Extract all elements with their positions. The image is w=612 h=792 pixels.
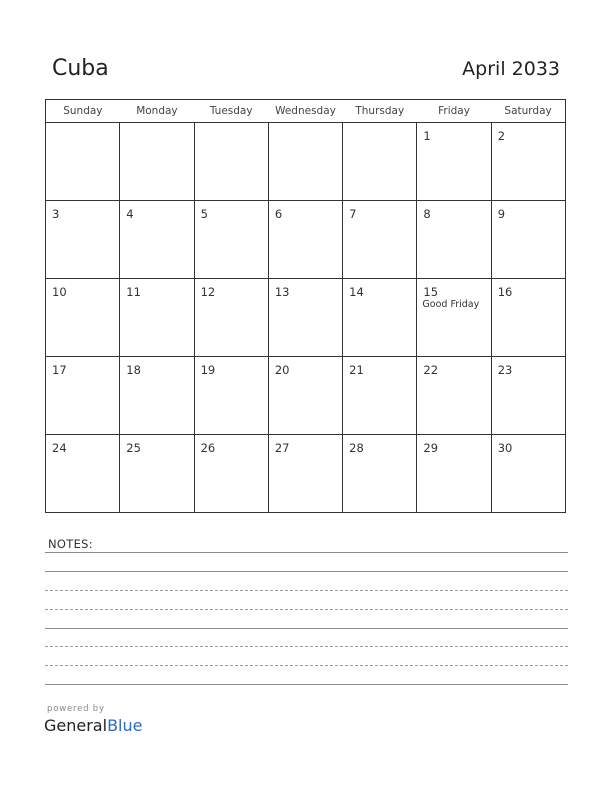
day-cell xyxy=(268,435,342,513)
day-number: 12 xyxy=(200,285,216,299)
day-cell xyxy=(343,123,417,201)
day-cell xyxy=(491,435,565,513)
notes-line xyxy=(45,665,568,666)
day-number: 21 xyxy=(349,363,364,377)
day-number: 2 xyxy=(497,129,506,143)
weekday-sunday: Sunday xyxy=(46,100,120,123)
day-cell xyxy=(417,123,491,201)
brand-general: General xyxy=(44,716,108,735)
notes-label: NOTES: xyxy=(48,537,93,551)
day-number: 30 xyxy=(497,441,513,455)
week-row xyxy=(46,279,566,357)
week-row xyxy=(46,357,566,435)
day-cell xyxy=(46,357,120,435)
day-cell xyxy=(268,357,342,435)
notes-line xyxy=(45,609,568,610)
day-cell xyxy=(120,279,194,357)
day-number: 13 xyxy=(274,285,290,299)
country-title: Cuba xyxy=(52,56,109,81)
day-cell xyxy=(417,279,491,357)
day-cell xyxy=(46,279,120,357)
weekday-monday: Monday xyxy=(120,100,194,123)
day-number: 19 xyxy=(200,363,216,377)
day-number: 17 xyxy=(52,363,67,377)
day-cell xyxy=(417,201,491,279)
weekday-thursday: Thursday xyxy=(343,100,417,123)
day-cell xyxy=(343,201,417,279)
day-cell xyxy=(194,201,268,279)
weekday-header-row xyxy=(46,100,566,123)
day-cell xyxy=(268,123,342,201)
day-number: 15 xyxy=(423,285,439,299)
day-number: 5 xyxy=(200,207,208,221)
day-cell xyxy=(491,357,565,435)
holiday-label: Good Friday xyxy=(422,299,480,310)
day-number: 4 xyxy=(126,207,134,221)
day-cell xyxy=(46,201,120,279)
day-number: 27 xyxy=(274,441,290,455)
notes-line xyxy=(45,646,568,647)
day-cell xyxy=(46,435,120,513)
day-number: 8 xyxy=(423,207,431,221)
day-cell xyxy=(268,201,342,279)
day-cell xyxy=(417,357,491,435)
day-number: 28 xyxy=(349,441,364,455)
day-number: 11 xyxy=(126,285,141,299)
brand-logo xyxy=(44,716,142,735)
weekday-tuesday: Tuesday xyxy=(194,100,268,123)
notes-line xyxy=(45,628,568,629)
day-cell xyxy=(417,435,491,513)
day-cell xyxy=(491,201,565,279)
day-cell xyxy=(194,435,268,513)
day-cell xyxy=(120,435,194,513)
day-cell xyxy=(268,279,342,357)
day-number: 24 xyxy=(52,441,67,455)
powered-by-text: powered by xyxy=(47,704,105,714)
day-number: 14 xyxy=(349,285,364,299)
day-number: 22 xyxy=(423,363,439,377)
day-cell xyxy=(343,279,417,357)
day-number: 26 xyxy=(200,441,216,455)
day-cell xyxy=(194,279,268,357)
day-number: 6 xyxy=(274,207,283,221)
day-cell xyxy=(343,357,417,435)
week-row xyxy=(46,123,566,201)
weekday-wednesday: Wednesday xyxy=(268,100,342,123)
weekday-friday: Friday xyxy=(417,100,491,123)
day-cell xyxy=(343,435,417,513)
notes-line xyxy=(45,590,568,591)
week-row xyxy=(46,201,566,279)
day-number: 18 xyxy=(126,363,141,377)
week-row xyxy=(46,435,566,513)
weekday-saturday: Saturday xyxy=(491,100,565,123)
notes-line xyxy=(45,571,568,572)
day-cell xyxy=(120,123,194,201)
day-number: 1 xyxy=(423,129,431,143)
day-number: 7 xyxy=(349,207,357,221)
day-number: 10 xyxy=(52,285,67,299)
day-cell xyxy=(194,357,268,435)
notes-line xyxy=(45,684,568,685)
calendar-grid xyxy=(45,99,566,513)
day-cell xyxy=(194,123,268,201)
day-number: 20 xyxy=(274,363,290,377)
day-cell xyxy=(46,123,120,201)
day-number: 23 xyxy=(497,363,513,377)
day-cell xyxy=(491,123,565,201)
day-number: 29 xyxy=(423,441,439,455)
brand-blue: Blue xyxy=(107,716,143,735)
day-number: 25 xyxy=(126,441,141,455)
notes-line xyxy=(45,552,568,553)
day-cell xyxy=(120,201,194,279)
day-number: 3 xyxy=(52,207,60,221)
day-number: 16 xyxy=(497,285,513,299)
month-title: April 2033 xyxy=(462,58,560,80)
day-number: 9 xyxy=(497,207,506,221)
day-cell xyxy=(491,279,565,357)
day-cell xyxy=(120,357,194,435)
